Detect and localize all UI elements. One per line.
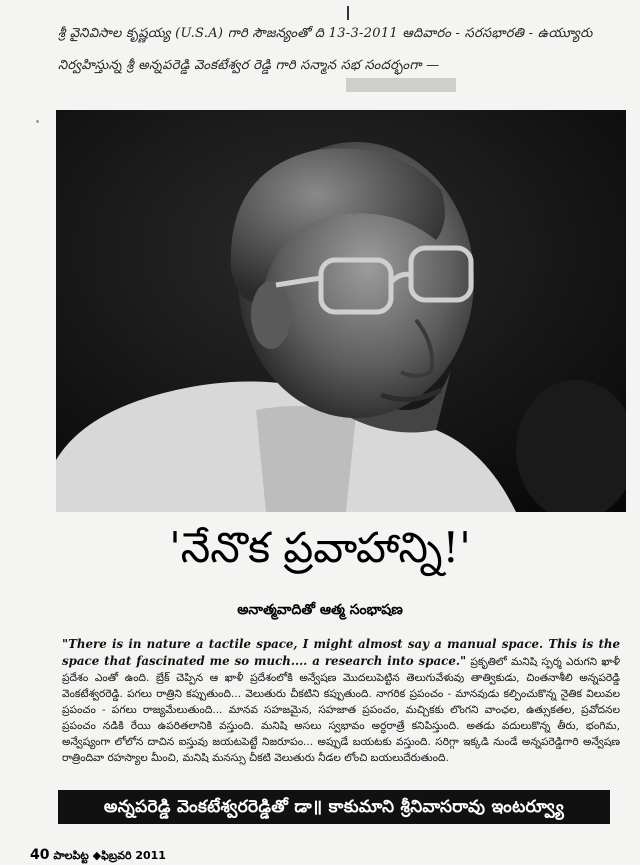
article-body: ప్రకృతిలో మనిషి స్పర్శ ఎరుగని ఖాళీ ప్రదేశం ఎంతో ఉంది. బ్రేక్ చెప్పిన ఆ ఖాళీ ప్రదేశంలోకి అన్వేషణ మొదలుపెట్టిన తెలుగువేళువు తాత్వికుడు, చింతనాశీలి అన్నపరెడ్డి వెంకటేశ్వరరెడ్డి. పగలు రాత్రిని కప్పుతుంది... వెలుతురు చీకటిని కప్పుతుంది. నాగరిక ప్రపంచం - మానవుడు కల్పించుకొన్న నైతిక విలువల ప్రపంచం - పగలు రాజ్యమేలుతుంది... మానవ సహజమైన, సహజాత ప్రపంచం, మచ్చికకు లొంగని వాంఛల, ఉత్సుకతల, ప్రవోదనల ప్రపంచం నడికి రేయి ఉపరితలానికి వస్తుంది. మనిషి అసలు స్వభావం అర్ధరాత్రే కనిపిస్తుంది. అతడు వదులుకొన్న తీరు, భంగిమ, అన్వేష్యంగా లోలోన దాచిన ఐస్తువు జయటపెట్టే నిజరూపం... అప్పుడే బయటకు వస్తుంది. సరిగ్గా ఇక్కడి నుండే అన్నపరెడ్డిగారి అన్వేషణ రాత్రిందివా రహస్యాల మీంచి, మనిషి మనస్సు చీకటి వెలుతురు నీడల లోంచి బయలుదేరుతుంది.	[62, 656, 620, 764]
portrait-photo	[56, 110, 626, 512]
lead-quote: "There is in nature a tactile space, I might almost say a manual space. This is the space that fascinated me so much.... a research into space."	[62, 637, 620, 668]
ink-smudge	[346, 78, 456, 92]
handwritten-note-line-1: శ్రీ వైనివిసాల కృష్ణయ్య (U.S.A) గారి సౌజన్యంతో ది 13-3-2011 ఆదివారం - సరసభారతి - ఉయ్యూరు	[58, 26, 593, 41]
portrait-illustration	[56, 110, 626, 512]
page-number: 40	[30, 847, 50, 863]
handwritten-note-line-2: నిర్వహిస్తున్న శ్రీ అన్నపరెడ్డి వెంకటేశ్వర రెడ్డి గారి సన్మాన సభ సందర్భంగా —	[58, 58, 440, 73]
shirt-fold	[256, 406, 356, 512]
separator-diamond: ◆	[92, 849, 102, 862]
interview-banner: అన్నపరెడ్డి వెంకటేశ్వరరెడ్డితో డా॥ కాకుమాని శ్రీనివాసరావు ఇంటర్వ్యూ	[58, 790, 610, 824]
article-subtitle: అనాత్మవాదితో ఆత్మ సంభాషణ	[237, 602, 403, 618]
page-headline: 'నేనొక ప్రవాహాన్ని!'	[169, 523, 471, 572]
pen-mark	[347, 6, 349, 20]
ear	[251, 281, 291, 349]
article-text	[62, 636, 620, 766]
margin-speck	[36, 120, 39, 123]
issue-date: ఫిబ్రవరి 2011	[101, 849, 166, 862]
page-footer	[30, 847, 166, 865]
magazine-name: పాలపిట్ట	[53, 849, 89, 862]
